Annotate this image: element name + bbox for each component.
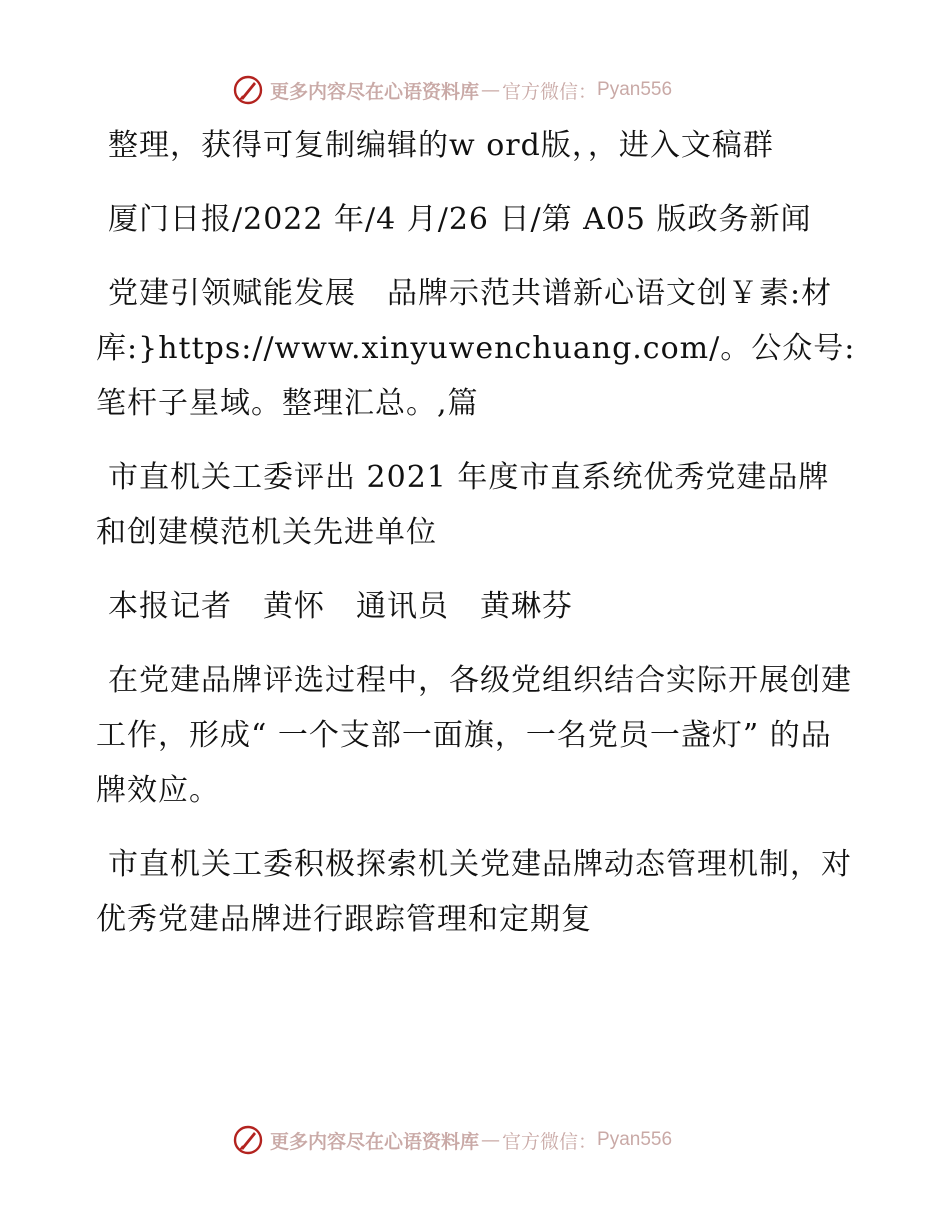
paragraph-headline: 党建引领赋能发展 品牌示范共谱新心语文创￥素:材库:}https://www.xinyuwenchuang.com/。公众号:笔杆子星域。整理汇总。,篇 (96, 276, 856, 421)
watermark-main-text: 更多内容尽在心语资料库 (270, 1130, 480, 1153)
watermark-separator: — (481, 79, 501, 101)
document-body (96, 118, 856, 966)
watermark-separator: — (481, 1129, 501, 1151)
feather-pen-logo-icon (232, 74, 264, 106)
feather-pen-logo-icon (232, 1124, 264, 1156)
watermark-sub-text: 官方微信： (502, 80, 598, 103)
paragraph-body-2: 市直机关工委积极探索机关党建品牌动态管理机制，对优秀党建品牌进行跟踪管理和定期复 (96, 847, 852, 937)
header-watermark (232, 72, 752, 108)
watermark-sub-text: 官方微信： (502, 1130, 598, 1153)
watermark-main-text: 更多内容尽在心语资料库 (270, 80, 480, 103)
watermark-wechat-id: Pyan556 (597, 79, 673, 100)
paragraph-intro-note: 整理，获得可复制编辑的w ord版，，进入文稿群 (108, 128, 774, 163)
footer-watermark (232, 1122, 752, 1158)
watermark-wechat-id: Pyan556 (597, 1129, 673, 1150)
paragraph-source-line: 厦门日报/2022 年/4 月/26 日/第 A05 版政务新闻 (108, 202, 812, 237)
paragraph-byline: 本报记者 黄怀 通讯员 黄琳芬 (108, 589, 573, 624)
paragraph-subheadline: 市直机关工委评出 2021 年度市直系统优秀党建品牌和创建模范机关先进单位 (96, 460, 830, 550)
paragraph-body-1: 在党建品牌评选过程中，各级党组织结合实际开展创建工作，形成“ 一个支部一面旗，一名党员一盏灯” 的品牌效应。 (96, 663, 852, 808)
